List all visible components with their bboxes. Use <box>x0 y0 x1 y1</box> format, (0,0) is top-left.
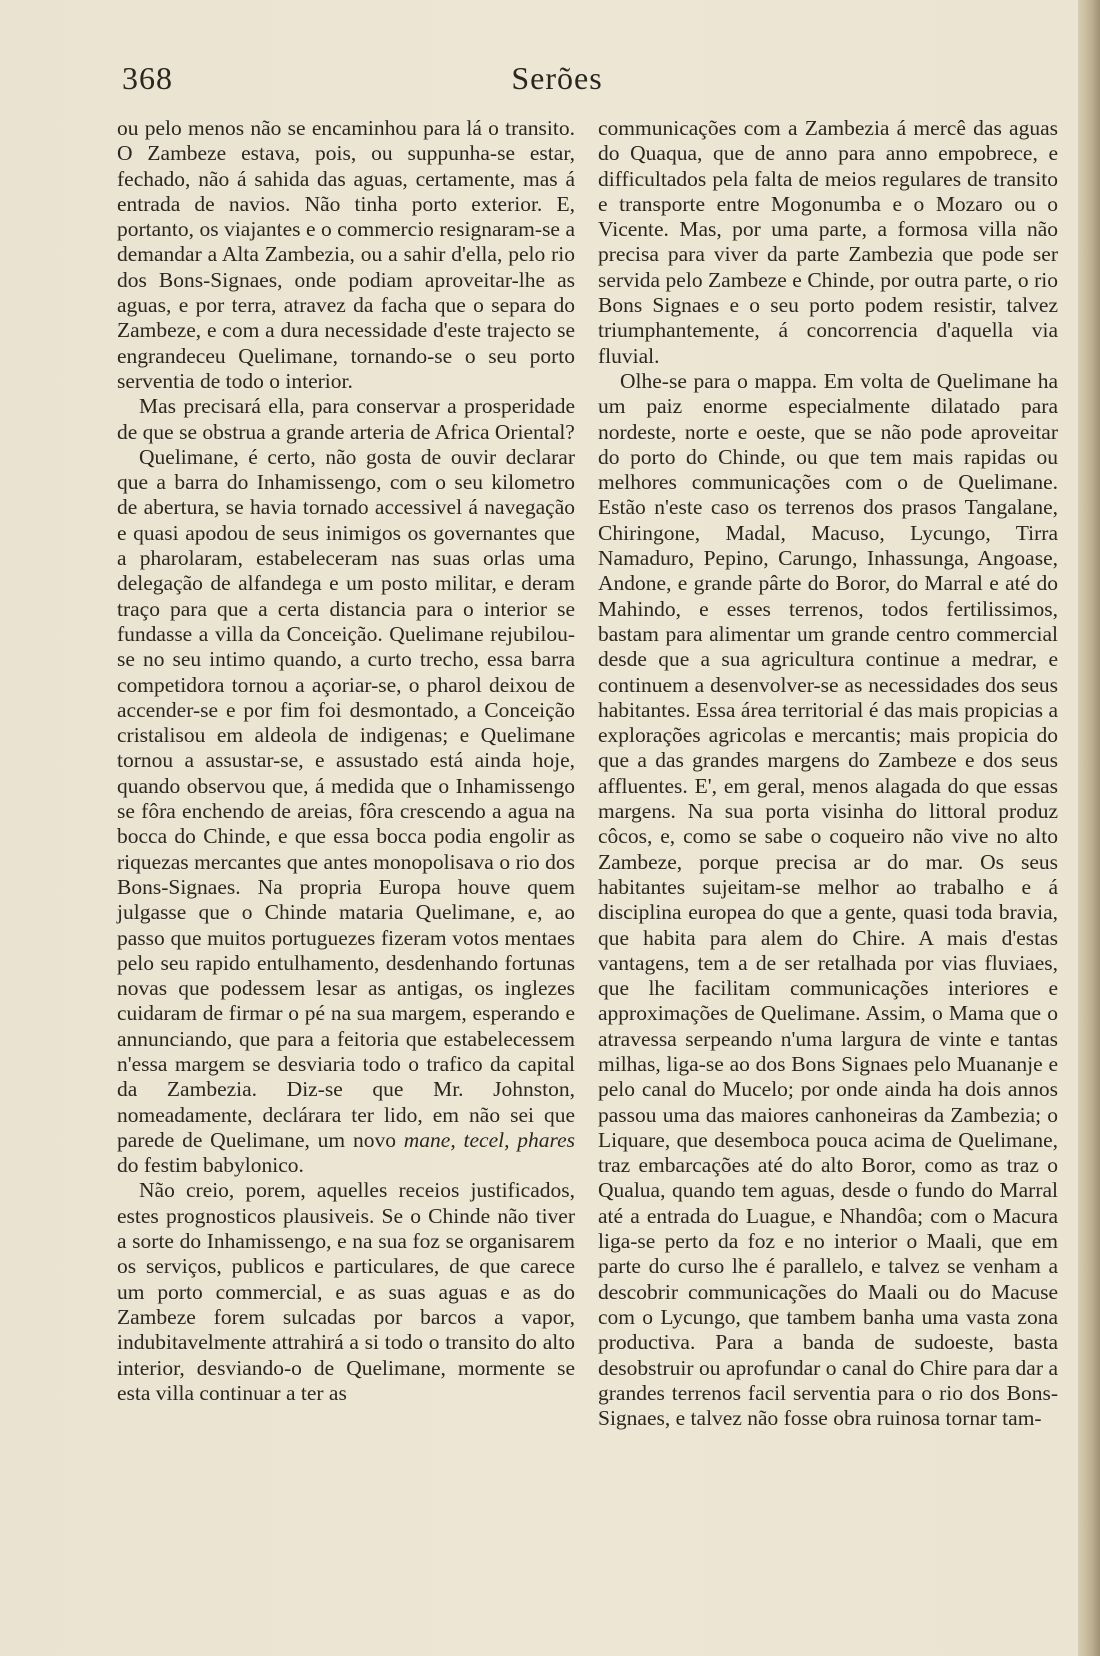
paragraph <box>117 445 575 1179</box>
paragraph: Olhe-se para o mappa. Em volta de Quelimane ha um paiz enorme especialmente dilatado para nordeste, norte e oeste, que se não pode aproveitar do porto do Chinde, ou que tem mais rapidas ou melhores communicações com o de Quelimane. Estão n'este caso os terrenos dos prasos Tangalane, Chiringone, Madal, Macuso, Lycungo, Tirra Namaduro, Pepino, Carungo, Inhassunga, Angoase, Andone, e grande pârte do Boror, do Marral e até do Mahindo, e esses terrenos, todos fertilissimos, bastam para alimentar um grande centro commercial desde que a sua agricultura continue a medrar, e continuem a desenvolver-se as necessidades dos seus habitantes. Essa área territorial é das mais propicias a explorações agricolas e mercantis; mais propicia do que a das grandes margens do Zambeze e dos seus affluentes. E', em geral, menos alagada do que essas margens. Na sua porta visinha do littoral produz côcos, e, como se sabe o coqueiro não vive no alto Zambeze, porque precisa ar do mar. Os seus habitantes sujeitam-se melhor ao trabalho e á disciplina europea do que a gente, quasi toda bravia, que habita para alem do Chire. A mais d'estas vantagens, tem a de ser retalhada por vias fluviaes, que lhe facilitam communicações interiores e approximações de Quelimane. Assim, o Mama que o atravessa serpeando n'uma largura de vinte e tantas milhas, liga-se ao dos Bons Signaes pelo Muananje e pelo canal do Mucelo; por onde ainda ha dois annos passou uma das maiores canhoneiras da Zambezia; o Liquare, que desemboca pouca acima de Quelimane, traz embarcações até do alto Boror, como as traz o Qualua, quando tem aguas, desde o fundo do Marral até a entrada do Luague, e Nhandôa; com o Macura liga-se perto da foz e no interior o Maali, que em parte do curso lhe é parallelo, e talvez se venham a descobrir communicações do Maali ou do Macuse com o Lycungo, que tambem banha uma vasta zona productiva. Para a banda de sudoeste, basta desobstruir ou aprofundar o canal do Chire para dar a grandes terrenos facil serventia para o rio dos Bons-Signaes, e talvez não fosse obra ruinosa tornar tam- <box>598 368 1058 1431</box>
right-column <box>598 116 1058 1431</box>
page-number: 368 <box>122 60 173 96</box>
running-title: Serões <box>511 60 603 96</box>
page-header <box>122 60 992 110</box>
paragraph: Mas precisará ella, para conservar a prosperidade de que se obstrua a grande arteria de Africa Oriental? <box>117 394 575 444</box>
paragraph: communicações com a Zambezia á mercê das aguas do Quaqua, que de anno para anno empobrece, e difficultados pela falta de meios regulares de transito e transporte entre Mogonumba e o Mozaro ou o Vicente. Mas, por uma parte, a formosa villa não precisa para viver da parte Zambezia que pode ser servida pelo Zambeze e Chinde, por outra parte, o rio Bons Signaes e o seu porto podem resistir, talvez triumphantemente, á concorrencia d'aquella via fluvial. <box>598 116 1058 368</box>
page-edge <box>1078 0 1100 1656</box>
italic-phrase: mane, tecel, phares <box>403 1127 576 1152</box>
paragraph-text: Quelimane, é certo, não gosta de ouvir declarar que a barra do Inhamissengo, com o seu kilometro de abertura, se havia tornado accessivel á navegação e quasi apodou de seus inimigos os governantes que a pharolaram, estabeleceram nas suas orlas uma delegação de alfandega e um posto militar, e deram traço para que a certa distancia para o interior se fundasse a villa da Conceição. Quelimane rejubilou-se no seu intimo quando, a curto trecho, essa barra competidora tornou a açoriar-se, o pharol deixou de accender-se e por fim foi desmontado, a Conceição cristalisou em aldeola de indigenas; e Quelimane tornou a assustar-se, e assustado está ainda hoje, quando observou que, á medida que o Inhamissengo se fôra enchendo de areias, fôra crescendo a agua na bocca do Chinde, e que essa bocca podia engolir as riquezas mercantes que antes monopolisava o rio dos Bons-Signaes. Na propria Europa houve quem julgasse que o Chinde mataria Quelimane, e, ao passo que muitos portuguezes fizeram votos mentaes pelo seu rapido entulhamento, desdenhando fortunas novas que podessem lesar as antigas, os inglezes cuidaram de firmar o pé na sua margem, esperando e annunciando, que para a feitoria que estabelecessem n'essa margem se desviaria todo o trafico da capital da Zambezia. Diz-se que Mr. Johnston, nomeadamente, declárara ter lido, em não sei que parede de Quelimane, um novo <box>117 444 575 1152</box>
paragraph: ou pelo menos não se encaminhou para lá o transito. O Zambeze estava, pois, ou suppunha-se estar, fechado, não á sahida das aguas, certamente, mas á entrada de navios. Não tinha porto exterior. E, portanto, os viajantes e o commercio resignaram-se a demandar a Alta Zambezia, ou a sahir d'ella, pelo rio dos Bons-Signaes, onde podiam aproveitar-lhe as aguas, e por terra, atravez da facha que o separa do Zambeze, e com a dura necessidade d'este trajecto se engrandeceu Quelimane, tornando-se o seu porto serventia de todo o interior. <box>117 116 575 393</box>
paragraph: Não creio, porem, aquelles receios justificados, estes prognosticos plausiveis. Se o Chinde não tiver a sorte do Inhamissengo, e na sua foz se organisarem os serviços, publicos e particulares, de que carece um porto commercial, e as suas aguas e as do Zambeze forem sulcadas por barcos a vapor, indubitavelmente attrahirá a si todo o transito do alto interior, desviando-o de Quelimane, mormente se esta villa continuar a ter as <box>117 1178 575 1405</box>
paragraph-tail: do festim babylonico. <box>117 1153 304 1178</box>
left-column <box>117 116 575 1406</box>
